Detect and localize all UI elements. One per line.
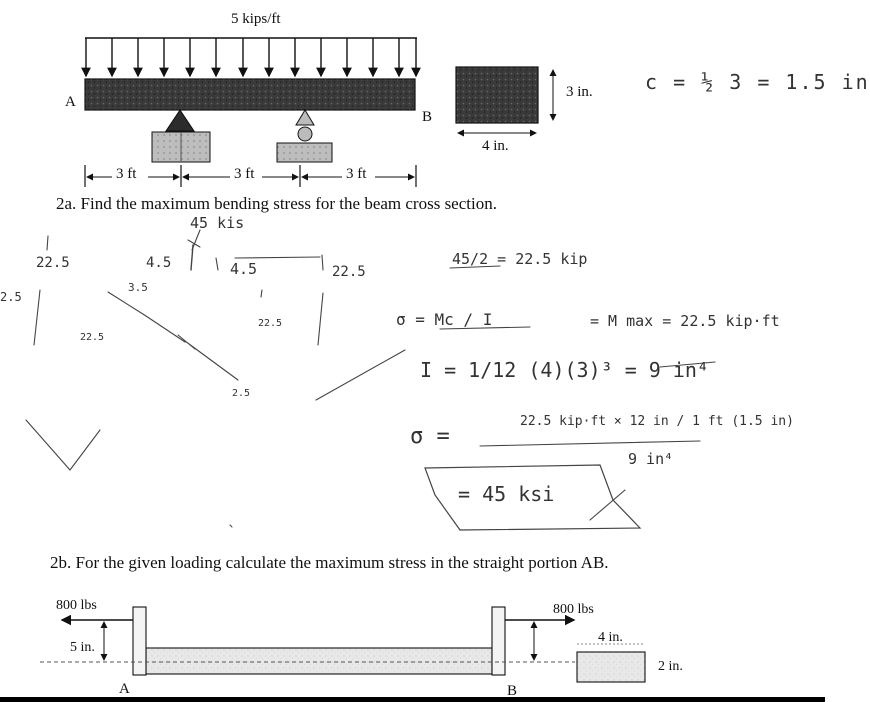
- straight-portion-ab: [146, 648, 492, 674]
- hand-shear-1: 22.5: [36, 255, 70, 271]
- hand-c-value: c = ½ 3 = 1.5 in: [645, 70, 870, 94]
- roller-support: [296, 110, 314, 125]
- force-left-label: 800 lbs: [56, 598, 97, 613]
- load-label: 5 kips/ft: [231, 11, 281, 27]
- roller-base: [277, 143, 332, 162]
- hand-sigma-label: σ =: [410, 424, 450, 449]
- hand-reaction: 45 kis: [190, 214, 245, 232]
- section-height-label-2b: 2 in.: [658, 659, 683, 674]
- hand-moment-1: 3.5: [128, 281, 148, 294]
- load-arrows: [86, 38, 416, 76]
- end-a-label-2b: A: [119, 681, 130, 697]
- force-right-label: 800 lbs: [553, 602, 594, 617]
- span-2-label: 3 ft: [234, 166, 255, 182]
- hand-inertia: I = 1/12 (4)(3)³ = 9 in⁴: [420, 358, 709, 382]
- hand-shear-4: 22.5: [332, 264, 366, 280]
- hand-shear-2: 4.5: [146, 255, 172, 271]
- left-post: [133, 607, 146, 675]
- cross-section-2a: [456, 67, 538, 123]
- hand-m-max: = M max = 22.5 kip·ft: [590, 312, 780, 330]
- span-3-label: 3 ft: [346, 166, 367, 182]
- span-1-label: 3 ft: [116, 166, 137, 182]
- offset-label: 5 in.: [70, 640, 95, 655]
- hand-moment-2: 22.5: [80, 332, 105, 343]
- section-height-label: 3 in.: [566, 84, 593, 100]
- beam-diagram-2a: [85, 38, 553, 187]
- end-a-label: A: [65, 94, 76, 110]
- hand-side-value: 2.5: [0, 290, 22, 304]
- roller: [298, 127, 312, 141]
- question-2a: 2a. Find the maximum bending stress for the beam cross section.: [56, 194, 497, 213]
- frame-diagram-2b: [40, 607, 645, 682]
- hand-sigma-denominator: 9 in⁴: [628, 450, 674, 468]
- hand-reaction-split: 45/2 = 22.5 kip: [452, 250, 588, 268]
- hand-shear-3: 4.5: [230, 260, 258, 278]
- cross-section-2b: [577, 652, 645, 682]
- section-width-label: 4 in.: [482, 138, 509, 154]
- section-width-label-2b: 4 in.: [598, 630, 623, 645]
- end-b-label-2b: B: [507, 683, 518, 699]
- hand-sigma-formula: σ = Mc / I: [396, 310, 493, 329]
- beam: [85, 79, 415, 110]
- right-post: [492, 607, 505, 675]
- question-2b: 2b. For the given loading calculate the maximum stress in the straight portion AB.: [50, 553, 609, 572]
- pin-support: [166, 110, 194, 131]
- hand-answer: = 45 ksi: [458, 482, 555, 506]
- hand-moment-3: 22.5: [258, 318, 283, 329]
- end-b-label: B: [422, 109, 433, 125]
- hand-moment-4: 2.5: [232, 388, 251, 399]
- hand-sigma-numerator: 22.5 kip·ft × 12 in / 1 ft (1.5 in): [520, 414, 794, 429]
